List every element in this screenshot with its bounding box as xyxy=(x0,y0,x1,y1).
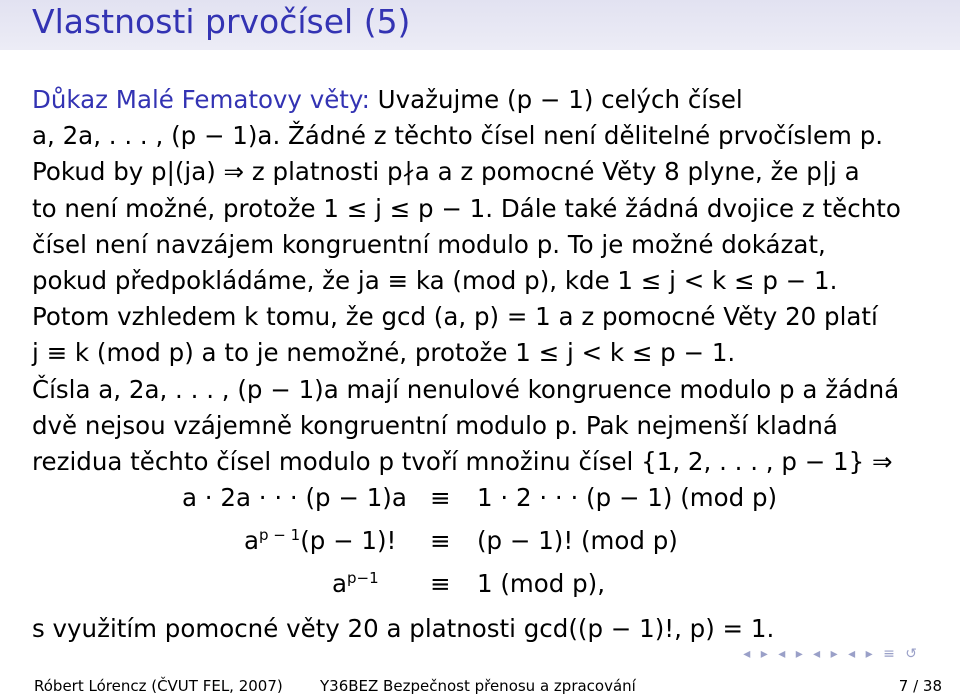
equation-block xyxy=(32,480,942,611)
equation-3-lhs xyxy=(332,566,379,602)
proof-line-2: a, 2a, . . . , (p − 1)a. Žádné z těchto čísel není dělitelné prvočíslem p. xyxy=(32,121,884,151)
footer-page-number: 7 / 38 xyxy=(898,677,942,695)
footer-author: Róbert Lórencz (ČVUT FEL, 2007) xyxy=(34,677,283,695)
equation-1-rel: ≡ xyxy=(430,483,451,513)
proof-line-3: Pokud by p|(ja) ⇒ z platnosti p∤a a z pomocné Věty 8 plyne, že p|j a xyxy=(32,157,860,187)
equation-3-exponent: p−1 xyxy=(347,568,379,587)
equation-1-lhs: a · 2a · · · (p − 1)a xyxy=(182,483,407,513)
beamer-navigation-icons[interactable]: ◂ ▸ ◂ ▸ ◂ ▸ ◂ ▸ ≡ ↺ xyxy=(743,646,920,662)
proof-line-4: to není možné, protože 1 ≤ j ≤ p − 1. Dále také žádná dvojice z těchto xyxy=(32,193,901,223)
equation-1-rhs: 1 · 2 · · · (p − 1) (mod p) xyxy=(477,483,778,513)
proof-line-10: dvě nejsou vzájemně kongruentní modulo p. Pak nejmenší kladná xyxy=(32,410,838,440)
slide-title: Vlastnosti prvočísel (5) xyxy=(32,2,411,41)
equation-2-base: a xyxy=(244,526,260,556)
footer-course-box xyxy=(315,672,645,700)
equation-2-rhs: (p − 1)! (mod p) xyxy=(477,526,678,556)
proof-lead: Důkaz Malé Fematovy věty: xyxy=(32,85,370,114)
proof-line-6: pokud předpokládáme, že ja ≡ ka (mod p), kde 1 ≤ j < k ≤ p − 1. xyxy=(32,265,838,295)
footer-author-box xyxy=(0,672,315,700)
proof-line-9: Čísla a, 2a, . . . , (p − 1)a mají nenulové kongruence modulo p a žádná xyxy=(32,374,900,404)
equation-3-base: a xyxy=(332,569,348,599)
equation-2-rest: (p − 1)! xyxy=(300,526,397,556)
equation-2-exponent: p − 1 xyxy=(259,525,301,544)
equation-3-rhs: 1 (mod p), xyxy=(477,569,606,599)
proof-line-1 xyxy=(32,82,942,118)
proof-closing: s využitím pomocné věty 20 a platnosti gcd((p − 1)!, p) = 1. xyxy=(32,614,775,644)
proof-line-7: Potom vzhledem k tomu, že gcd (a, p) = 1 a z pomocné Věty 20 platí xyxy=(32,302,878,332)
footer xyxy=(0,672,960,700)
equation-2-rel: ≡ xyxy=(430,526,451,556)
proof-line-11: rezidua těchto čísel modulo p tvoří množinu čísel {1, 2, . . . , p − 1} ⇒ xyxy=(32,446,893,476)
proof-body xyxy=(32,82,942,647)
equation-3-rel: ≡ xyxy=(430,569,451,599)
title-bar xyxy=(0,0,960,50)
footer-page-box xyxy=(645,672,960,700)
proof-line-8: j ≡ k (mod p) a to je nemožné, protože 1 ≤ j < k ≤ p − 1. xyxy=(32,338,736,368)
equation-2-lhs xyxy=(244,523,396,559)
proof-line-5: čísel není navzájem kongruentní modulo p. To je možné dokázat, xyxy=(32,229,826,259)
proof-line-text: Uvažujme (p − 1) celých čísel xyxy=(369,85,743,114)
footer-course: Y36BEZ Bezpečnost přenosu a zpracování xyxy=(320,677,636,695)
